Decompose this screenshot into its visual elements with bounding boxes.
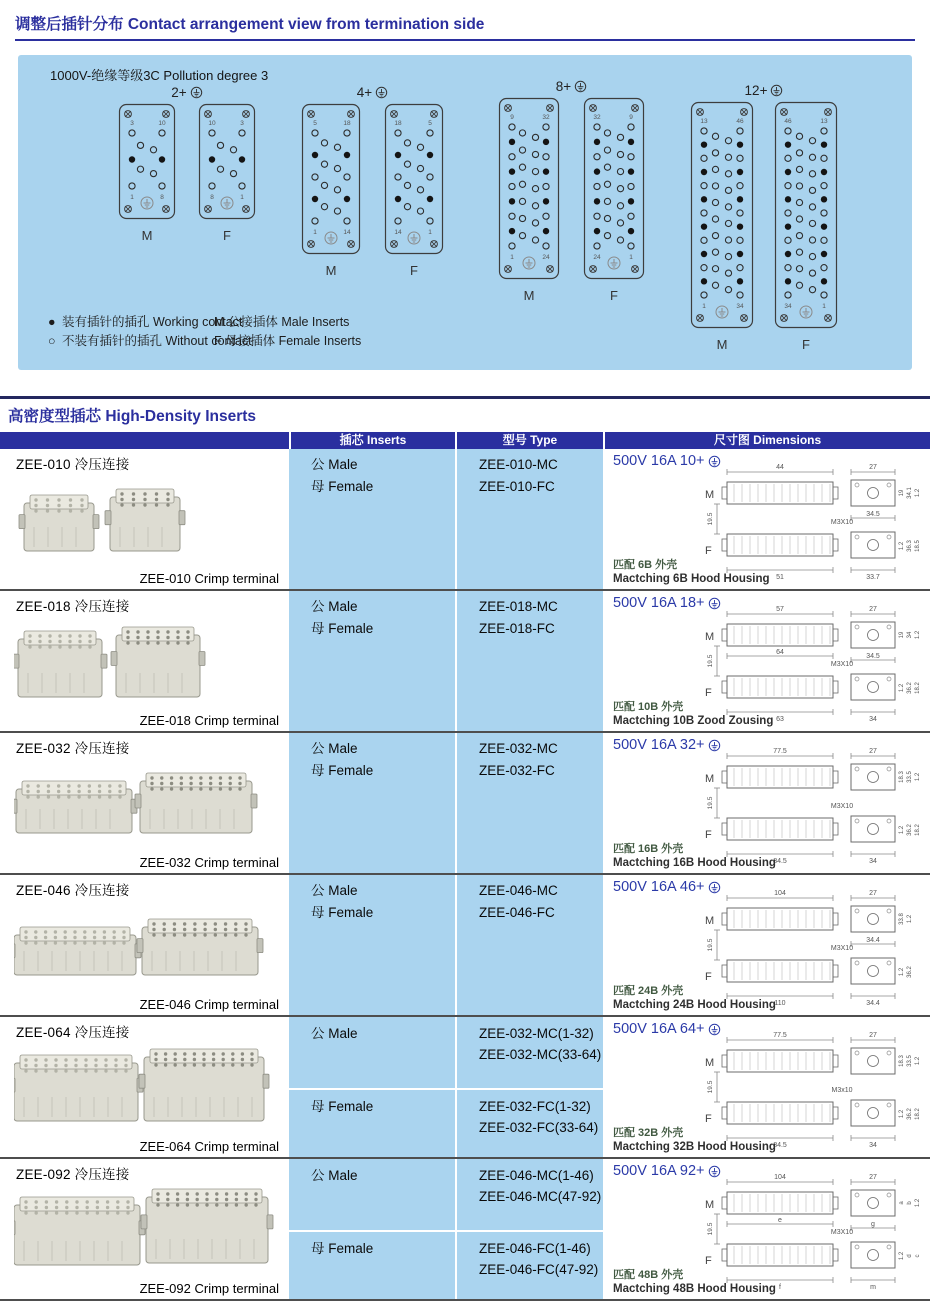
type-value: ZEE-018-MC bbox=[479, 599, 558, 614]
svg-text:19.5: 19.5 bbox=[707, 938, 714, 952]
svg-text:1.2: 1.2 bbox=[915, 1198, 921, 1208]
earth-ground-icon bbox=[574, 80, 587, 93]
type-cell bbox=[455, 1017, 605, 1157]
svg-text:1.2: 1.2 bbox=[899, 967, 905, 977]
product-caption: ZEE-046 Crimp terminal bbox=[139, 997, 279, 1012]
male-insert-row: 公 Male bbox=[311, 1168, 358, 1183]
type-cell bbox=[455, 875, 605, 1015]
svg-text:1.2: 1.2 bbox=[899, 541, 905, 551]
inserts-cell bbox=[289, 875, 455, 1015]
inserts-cell bbox=[289, 1159, 455, 1299]
note-en: Mactching 32B Hood Housing bbox=[613, 1141, 776, 1153]
svg-text:19.5: 19.5 bbox=[707, 1080, 714, 1094]
product-title: ZEE-032 冷压连接 bbox=[16, 741, 130, 756]
rating-label: 500V 16A 46+ bbox=[613, 879, 721, 895]
rating-label: 500V 16A 18+ bbox=[613, 595, 721, 611]
type-cell bbox=[455, 449, 605, 589]
earth-ground-icon bbox=[375, 86, 388, 99]
female-insert-row: 母 Female bbox=[311, 479, 374, 494]
legend-working: ● 装有插针的插孔 Working contact bbox=[48, 313, 252, 332]
svg-text:34: 34 bbox=[784, 303, 792, 310]
dimensions-cell bbox=[605, 449, 930, 589]
svg-text:36.2: 36.2 bbox=[907, 824, 913, 836]
svg-text:104: 104 bbox=[774, 890, 786, 897]
page-title-cn: 调整后插针分布 bbox=[15, 16, 124, 33]
note-cn: 匹配 16B 外壳 bbox=[613, 843, 684, 855]
svg-text:36.2: 36.2 bbox=[907, 682, 913, 694]
svg-text:1.2: 1.2 bbox=[915, 488, 921, 498]
type-value: ZEE-032-MC bbox=[479, 741, 558, 756]
product-caption: ZEE-032 Crimp terminal bbox=[139, 855, 279, 870]
insert-face-male bbox=[690, 101, 754, 352]
female-insert-label: F bbox=[802, 337, 810, 352]
insert-face-female bbox=[384, 103, 444, 278]
svg-text:34.1: 34.1 bbox=[907, 487, 913, 499]
note-en: Mactching 24B Hood Housing bbox=[613, 999, 776, 1011]
without-contact-icon: ○ bbox=[48, 334, 56, 348]
svg-text:34.5: 34.5 bbox=[866, 511, 880, 518]
svg-text:9: 9 bbox=[629, 114, 633, 121]
insert-face-male bbox=[301, 103, 361, 278]
svg-text:1: 1 bbox=[428, 229, 432, 236]
svg-text:36.3: 36.3 bbox=[907, 540, 913, 552]
rating-label: 500V 16A 32+ bbox=[613, 737, 721, 753]
svg-text:9: 9 bbox=[510, 114, 514, 121]
hood-housing-note bbox=[613, 558, 770, 586]
female-insert-label: F bbox=[223, 228, 231, 243]
svg-text:44: 44 bbox=[776, 464, 784, 471]
product-cell bbox=[0, 733, 289, 873]
svg-text:1.2: 1.2 bbox=[899, 825, 905, 835]
svg-text:1.2: 1.2 bbox=[899, 1109, 905, 1119]
product-cell bbox=[0, 875, 289, 1015]
hood-housing-note bbox=[613, 1126, 776, 1154]
svg-text:14: 14 bbox=[394, 229, 402, 236]
rating-label: 500V 16A 10+ bbox=[613, 453, 721, 469]
svg-text:1: 1 bbox=[822, 303, 826, 310]
male-insert-row: 公 Male bbox=[311, 741, 358, 756]
male-insert-row: 公 Male bbox=[311, 457, 358, 472]
svg-text:m: m bbox=[870, 1284, 876, 1291]
type-value: ZEE-018-FC bbox=[479, 621, 555, 636]
type-value: ZEE-032-FC(33-64) bbox=[479, 1120, 599, 1135]
svg-text:M: M bbox=[705, 915, 715, 927]
note-en: Mactching 16B Hood Housing bbox=[613, 857, 776, 869]
svg-text:84.5: 84.5 bbox=[773, 1142, 787, 1149]
svg-text:d: d bbox=[907, 1254, 913, 1258]
svg-text:32: 32 bbox=[593, 114, 601, 121]
product-photo bbox=[14, 475, 276, 576]
note-cn: 匹配 6B 外壳 bbox=[613, 559, 678, 571]
contact-group-4plus bbox=[301, 83, 444, 278]
svg-text:1.2: 1.2 bbox=[907, 914, 913, 924]
svg-text:33.8: 33.8 bbox=[899, 913, 905, 925]
male-insert-label: M bbox=[325, 263, 337, 278]
note-cn: 匹配 24B 外壳 bbox=[613, 985, 684, 997]
female-insert-label: F bbox=[610, 288, 618, 303]
svg-text:14: 14 bbox=[343, 229, 351, 236]
svg-text:19: 19 bbox=[899, 631, 905, 639]
product-caption: ZEE-018 Crimp terminal bbox=[139, 713, 279, 728]
inserts-cell bbox=[289, 733, 455, 873]
contact-group-8plus bbox=[498, 77, 645, 303]
pollution-degree-label: 1000V-绝缘等级3C Pollution degree 3 bbox=[50, 68, 269, 83]
svg-text:34: 34 bbox=[907, 631, 913, 639]
svg-text:M3X10: M3X10 bbox=[830, 519, 854, 526]
svg-text:34: 34 bbox=[869, 1142, 877, 1149]
svg-text:110: 110 bbox=[774, 1000, 786, 1007]
product-cell bbox=[0, 1017, 289, 1157]
type-value: ZEE-046-FC(47-92) bbox=[479, 1262, 599, 1277]
svg-text:M: M bbox=[705, 1057, 715, 1069]
table-row bbox=[0, 1017, 930, 1159]
male-types bbox=[457, 875, 603, 901]
svg-text:M: M bbox=[705, 773, 715, 785]
insert-face-female bbox=[198, 103, 256, 243]
rating-label: 500V 16A 64+ bbox=[613, 1021, 721, 1037]
svg-text:M3X10: M3X10 bbox=[830, 661, 854, 668]
female-types bbox=[457, 901, 603, 923]
male-types bbox=[457, 591, 603, 617]
svg-text:33.5: 33.5 bbox=[907, 1055, 913, 1067]
svg-text:1: 1 bbox=[702, 303, 706, 310]
svg-text:18.2: 18.2 bbox=[915, 824, 921, 836]
male-types bbox=[457, 1159, 603, 1230]
type-value: ZEE-046-FC bbox=[479, 905, 555, 920]
svg-text:13: 13 bbox=[820, 118, 828, 125]
product-title: ZEE-064 冷压连接 bbox=[16, 1025, 130, 1040]
female-types bbox=[457, 1230, 603, 1301]
svg-text:63: 63 bbox=[776, 716, 784, 723]
insert-face-female bbox=[583, 97, 645, 303]
insert-face-male bbox=[498, 97, 560, 303]
svg-text:27: 27 bbox=[869, 606, 877, 613]
svg-text:84.5: 84.5 bbox=[773, 858, 787, 865]
group-label: 2+ bbox=[118, 83, 256, 101]
legend-male: M 公接插体 Male Inserts bbox=[214, 315, 350, 329]
svg-text:13: 13 bbox=[700, 118, 708, 125]
male-types bbox=[457, 733, 603, 759]
header-dimensions: 尺寸图 Dimensions bbox=[713, 433, 822, 447]
group-label: 8+ bbox=[498, 77, 645, 95]
contact-arrangement-panel bbox=[18, 55, 912, 370]
table-row bbox=[0, 733, 930, 875]
dimensions-cell bbox=[605, 1159, 930, 1299]
svg-text:10: 10 bbox=[158, 120, 166, 127]
svg-text:18.2: 18.2 bbox=[915, 1108, 921, 1120]
svg-text:5: 5 bbox=[428, 120, 432, 127]
svg-text:M: M bbox=[705, 489, 715, 501]
svg-text:g: g bbox=[871, 1221, 875, 1228]
section-divider bbox=[0, 396, 930, 399]
female-types bbox=[457, 1088, 603, 1159]
legend-female: F 母接插体 Female Inserts bbox=[214, 334, 362, 348]
svg-text:34.4: 34.4 bbox=[866, 937, 880, 944]
type-value: ZEE-046-MC(47-92) bbox=[479, 1189, 602, 1204]
svg-text:27: 27 bbox=[869, 890, 877, 897]
svg-text:33.5: 33.5 bbox=[907, 771, 913, 783]
svg-text:77.5: 77.5 bbox=[773, 1032, 787, 1039]
svg-text:c: c bbox=[915, 1254, 921, 1258]
dimensions-cell bbox=[605, 591, 930, 731]
male-types bbox=[457, 1017, 603, 1088]
svg-text:1: 1 bbox=[629, 254, 633, 261]
inserts-table bbox=[0, 432, 930, 1301]
male-types bbox=[457, 449, 603, 475]
svg-text:19.5: 19.5 bbox=[707, 796, 714, 810]
svg-text:1.2: 1.2 bbox=[899, 1251, 905, 1261]
svg-text:e: e bbox=[778, 1217, 782, 1224]
insert-face-female bbox=[774, 101, 838, 352]
svg-text:34.5: 34.5 bbox=[866, 653, 880, 660]
svg-text:M: M bbox=[705, 1199, 715, 1211]
svg-text:32: 32 bbox=[542, 114, 550, 121]
svg-text:19.5: 19.5 bbox=[707, 512, 714, 526]
svg-text:19.5: 19.5 bbox=[707, 1222, 714, 1236]
page-title bbox=[15, 12, 915, 41]
svg-text:M3X10: M3X10 bbox=[830, 803, 854, 810]
svg-text:36.2: 36.2 bbox=[907, 966, 913, 978]
svg-text:f: f bbox=[779, 1284, 781, 1291]
svg-text:33.7: 33.7 bbox=[866, 574, 880, 581]
svg-text:F: F bbox=[705, 545, 712, 557]
svg-text:1.2: 1.2 bbox=[899, 683, 905, 693]
svg-text:19.5: 19.5 bbox=[707, 654, 714, 668]
svg-text:F: F bbox=[705, 829, 712, 841]
product-photo bbox=[14, 759, 276, 860]
female-insert-row: 母 Female bbox=[311, 763, 374, 778]
svg-text:19: 19 bbox=[899, 489, 905, 497]
type-value: ZEE-032-MC(33-64) bbox=[479, 1047, 602, 1062]
male-insert-row: 公 Male bbox=[311, 599, 358, 614]
dimensions-cell bbox=[605, 733, 930, 873]
type-cell bbox=[455, 1159, 605, 1299]
contact-group-12plus bbox=[690, 81, 838, 352]
svg-text:M: M bbox=[705, 631, 715, 643]
female-types bbox=[457, 475, 603, 497]
svg-text:a: a bbox=[899, 1201, 905, 1205]
type-value: ZEE-010-FC bbox=[479, 479, 555, 494]
svg-text:18.3: 18.3 bbox=[899, 771, 905, 783]
svg-text:27: 27 bbox=[869, 1174, 877, 1181]
svg-text:1.2: 1.2 bbox=[915, 1056, 921, 1066]
working-contact-icon: ● bbox=[48, 315, 56, 329]
female-insert-row: 母 Female bbox=[311, 905, 374, 920]
type-cell bbox=[455, 733, 605, 873]
male-insert-label: M bbox=[716, 337, 728, 352]
svg-text:1.2: 1.2 bbox=[915, 630, 921, 640]
table-body bbox=[0, 449, 930, 1301]
svg-text:36.2: 36.2 bbox=[907, 1108, 913, 1120]
section-title-cn: 高密度型插芯 bbox=[8, 408, 102, 425]
svg-text:b: b bbox=[907, 1201, 913, 1205]
note-cn: 匹配 48B 外壳 bbox=[613, 1269, 684, 1281]
female-insert-row: 母 Female bbox=[289, 1088, 455, 1159]
type-value: ZEE-032-FC(1-32) bbox=[479, 1099, 591, 1114]
svg-text:18: 18 bbox=[394, 120, 402, 127]
male-insert-row: 公 Male bbox=[311, 1026, 358, 1041]
female-insert-row: 母 Female bbox=[311, 621, 374, 636]
product-title: ZEE-092 冷压连接 bbox=[16, 1167, 130, 1182]
type-value: ZEE-046-MC(1-46) bbox=[479, 1168, 594, 1183]
earth-ground-icon bbox=[770, 84, 783, 97]
svg-text:1: 1 bbox=[130, 194, 134, 201]
svg-text:1: 1 bbox=[240, 194, 244, 201]
svg-text:F: F bbox=[705, 1113, 712, 1125]
svg-text:27: 27 bbox=[869, 748, 877, 755]
svg-text:3: 3 bbox=[130, 120, 134, 127]
svg-text:8: 8 bbox=[210, 194, 214, 201]
section-title-en: High-Density Inserts bbox=[105, 408, 257, 425]
product-cell bbox=[0, 449, 289, 589]
svg-text:27: 27 bbox=[869, 1032, 877, 1039]
svg-text:M3x10: M3x10 bbox=[831, 1087, 853, 1094]
group-label: 4+ bbox=[301, 83, 444, 101]
svg-text:57: 57 bbox=[776, 606, 784, 613]
table-row bbox=[0, 591, 930, 733]
type-cell bbox=[455, 591, 605, 731]
svg-text:24: 24 bbox=[542, 254, 550, 261]
group-label: 12+ bbox=[690, 81, 838, 99]
svg-text:3: 3 bbox=[240, 120, 244, 127]
svg-text:18: 18 bbox=[343, 120, 351, 127]
dimensions-cell bbox=[605, 875, 930, 1015]
inserts-cell bbox=[289, 591, 455, 731]
svg-text:51: 51 bbox=[776, 574, 784, 581]
dimensions-cell bbox=[605, 1017, 930, 1157]
contact-group-2plus bbox=[118, 83, 256, 243]
svg-text:1.2: 1.2 bbox=[915, 772, 921, 782]
svg-text:5: 5 bbox=[313, 120, 317, 127]
product-caption: ZEE-010 Crimp terminal bbox=[139, 571, 279, 586]
legend-gender bbox=[214, 313, 361, 351]
male-insert-label: M bbox=[523, 288, 535, 303]
note-cn: 匹配 32B 外壳 bbox=[613, 1127, 684, 1139]
hood-housing-note bbox=[613, 842, 776, 870]
type-value: ZEE-032-MC(1-32) bbox=[479, 1026, 594, 1041]
product-photo bbox=[14, 901, 276, 1002]
svg-text:8: 8 bbox=[160, 194, 164, 201]
svg-text:F: F bbox=[705, 1255, 712, 1267]
table-row bbox=[0, 1159, 930, 1301]
svg-text:1: 1 bbox=[313, 229, 317, 236]
note-cn: 匹配 10B 外壳 bbox=[613, 701, 684, 713]
product-title: ZEE-046 冷压连接 bbox=[16, 883, 130, 898]
svg-text:M3X10: M3X10 bbox=[830, 945, 854, 952]
hood-housing-note bbox=[613, 700, 773, 728]
section-title bbox=[8, 404, 256, 426]
female-insert-row: 母 Female bbox=[289, 1230, 455, 1301]
svg-text:F: F bbox=[705, 971, 712, 983]
product-caption: ZEE-064 Crimp terminal bbox=[139, 1139, 279, 1154]
female-types bbox=[457, 759, 603, 781]
male-insert-row: 公 Male bbox=[311, 883, 358, 898]
svg-text:46: 46 bbox=[784, 118, 792, 125]
product-title: ZEE-018 冷压连接 bbox=[16, 599, 130, 614]
table-row bbox=[0, 875, 930, 1017]
svg-text:24: 24 bbox=[593, 254, 601, 261]
svg-text:18.5: 18.5 bbox=[915, 540, 921, 552]
svg-text:34: 34 bbox=[869, 716, 877, 723]
product-photo bbox=[14, 1043, 276, 1144]
svg-text:18.2: 18.2 bbox=[915, 682, 921, 694]
svg-text:46: 46 bbox=[736, 118, 744, 125]
note-en: Mactching 6B Hood Housing bbox=[613, 573, 770, 585]
svg-text:77.5: 77.5 bbox=[773, 748, 787, 755]
type-value: ZEE-046-FC(1-46) bbox=[479, 1241, 591, 1256]
insert-face-male bbox=[118, 103, 176, 243]
page-title-en: Contact arrangement view from termination side bbox=[127, 16, 485, 33]
note-en: Mactching 48B Hood Housing bbox=[613, 1283, 776, 1295]
product-title: ZEE-010 冷压连接 bbox=[16, 457, 130, 472]
product-cell bbox=[0, 1159, 289, 1299]
product-caption: ZEE-092 Crimp terminal bbox=[139, 1281, 279, 1296]
svg-text:10: 10 bbox=[208, 120, 216, 127]
legend-without: ○ 不装有插针的插孔 Without contact bbox=[48, 332, 252, 351]
header-inserts: 插芯 Inserts bbox=[289, 432, 455, 449]
type-value: ZEE-046-MC bbox=[479, 883, 558, 898]
svg-text:34: 34 bbox=[736, 303, 744, 310]
product-cell bbox=[0, 591, 289, 731]
svg-text:M3X10: M3X10 bbox=[830, 1229, 854, 1236]
svg-text:18.3: 18.3 bbox=[899, 1055, 905, 1067]
svg-text:27: 27 bbox=[869, 464, 877, 471]
svg-text:64: 64 bbox=[776, 649, 784, 656]
svg-text:F: F bbox=[705, 687, 712, 699]
female-types bbox=[457, 617, 603, 639]
type-value: ZEE-010-MC bbox=[479, 457, 558, 472]
svg-text:34.4: 34.4 bbox=[866, 1000, 880, 1007]
hood-housing-note bbox=[613, 1268, 776, 1296]
inserts-cell bbox=[289, 1017, 455, 1157]
table-row bbox=[0, 449, 930, 591]
svg-text:34: 34 bbox=[869, 858, 877, 865]
rating-label: 500V 16A 92+ bbox=[613, 1163, 721, 1179]
female-insert-label: F bbox=[410, 263, 418, 278]
inserts-cell bbox=[289, 449, 455, 589]
svg-text:1: 1 bbox=[510, 254, 514, 261]
type-value: ZEE-032-FC bbox=[479, 763, 555, 778]
header-type: 型号 Type bbox=[455, 432, 605, 449]
product-photo bbox=[14, 617, 276, 718]
table-header bbox=[0, 432, 930, 449]
male-insert-label: M bbox=[141, 228, 153, 243]
note-en: Mactching 10B Zood Zousing bbox=[613, 715, 774, 727]
svg-text:104: 104 bbox=[774, 1174, 786, 1181]
hood-housing-note bbox=[613, 984, 776, 1012]
earth-ground-icon bbox=[190, 86, 203, 99]
product-photo bbox=[14, 1185, 276, 1286]
